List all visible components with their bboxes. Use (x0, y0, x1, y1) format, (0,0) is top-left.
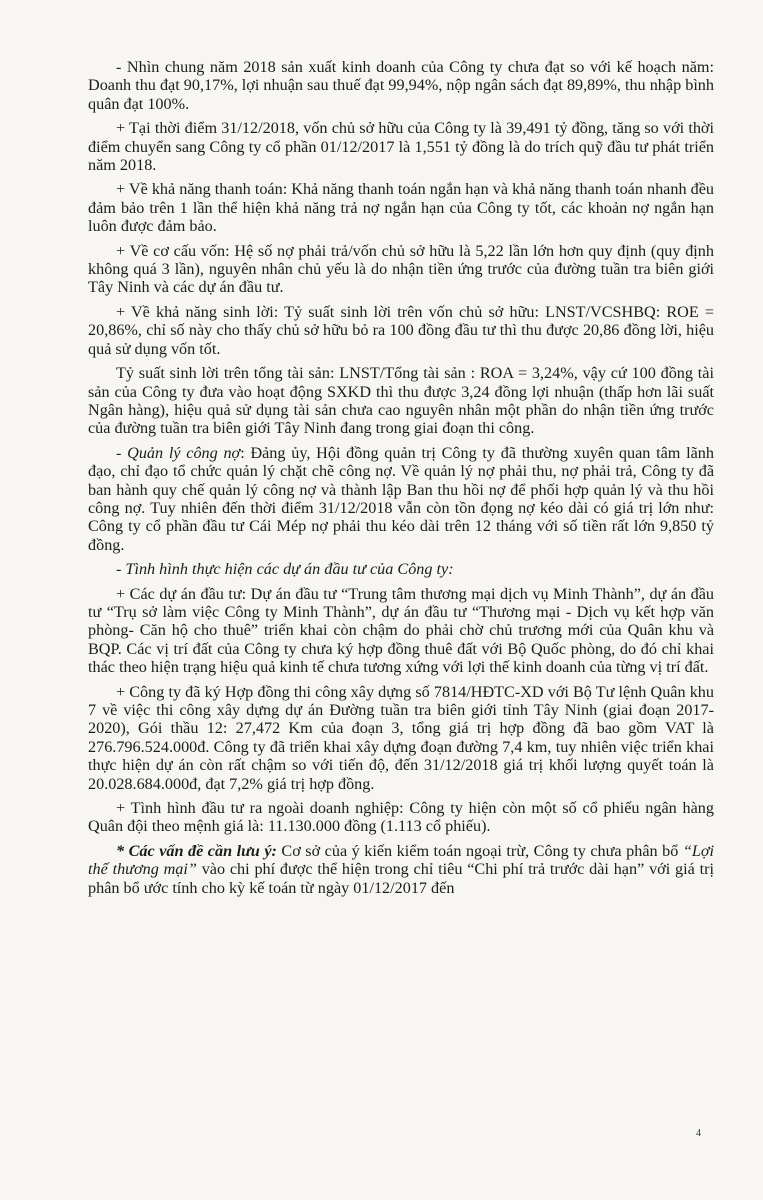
paragraph-construction-contract: + Công ty đã ký Hợp đồng thi công xây dựng số 7814/HĐTC-XD với Bộ Tư lệnh Quân khu 7 về việc thi công xây dựng dự án Đường tuần tra biên giới tỉnh Tây Ninh (giai đoạn 2017-2020), Gói thầu 12: 27,472 Km của đoạn 3, tổng giá trị hợp đồng đã bao gồm VAT là 276.796.524.000đ. Công ty đã triển khai xây dựng đoạn đường 7,4 km, tuy nhiên việc triển khai thực hiện dự án còn rất chậm so với tiến độ, đến 31/12/2018 giá trị khối lượng quyết toán là 20.028.684.000đ, đạt 7,2% giá trị hợp đồng. (88, 682, 714, 793)
paragraph-external-investment: + Tình hình đầu tư ra ngoài doanh nghiệp: Công ty hiện còn một số cổ phiếu ngân hàng Quân đội theo mệnh giá là: 11.130.000 đồng (1.113 cổ phiếu). (88, 799, 714, 836)
paragraph-projects-heading (88, 560, 714, 578)
page-number: 4 (696, 1128, 701, 1139)
heading-notes: * Các vấn đề cần lưu ý: (116, 841, 277, 860)
paragraph-roa: Tỷ suất sinh lời trên tổng tài sản: LNST/Tổng tài sản : ROA = 3,24%, vậy cứ 100 đồng tài sản của Công ty đưa vào hoạt động SXKD thì thu được 3,24 đồng lợi nhuận (thấp hơn lãi suất Ngân hàng), hiệu quả sử dụng tài sản chưa cao nguyên nhân một phần do nhận tiền ứng trước của đường tuần tra biên giới Tây Ninh đang trong giai đoạn thi công. (88, 364, 714, 438)
heading-projects: - Tình hình thực hiện các dự án đầu tư của Công ty: (116, 560, 454, 579)
paragraph-debt-management (88, 444, 714, 554)
notes-text: Cơ sở của ý kiến kiểm toán ngoại trừ, Công ty chưa phân bổ (276, 841, 683, 860)
paragraph-summary-2018: - Nhìn chung năm 2018 sản xuất kinh doanh của Công ty chưa đạt so với kế hoạch năm: Doanh thu đạt 90,17%, lợi nhuận sau thuế đạt 99,94%, nộp ngân sách đạt 89,89%, thu nhập bình quân đạt 100%. (88, 58, 714, 113)
paragraph-roe: + Về khả năng sinh lời: Tỷ suất sinh lời trên vốn chủ sở hữu: LNST/VCSHBQ: ROE = 20,86%, chỉ số này cho thấy chủ sở hữu bỏ ra 100 đồng đầu tư thì thu được 20,86 đồng lời, hiệu quả sử dụng vốn tốt. (88, 302, 714, 358)
paragraph-equity: + Tại thời điểm 31/12/2018, vốn chủ sở hữu của Công ty là 39,491 tỷ đồng, tăng so với thời điểm chuyển sang Công ty cổ phần 01/12/2017 là 1,551 tỷ đồng là do trích quỹ đầu tư phát triển năm 2018. (88, 119, 714, 175)
paragraph-liquidity: + Về khả năng thanh toán: Khả năng thanh toán ngắn hạn và khả năng thanh toán nhanh đều đảm bảo trên 1 lần thể hiện khả năng trả nợ ngắn hạn của Công ty tốt, các khoản nợ ngắn hạn luôn được đảm bảo. (88, 180, 714, 236)
paragraph-notes (88, 842, 714, 897)
notes-italic-term: “Lợi thế thương mại” (88, 841, 714, 879)
paragraph-investment-projects: + Các dự án đầu tư: Dự án đầu tư “Trung tâm thương mại dịch vụ Minh Thành”, dự án đầu tư “Trụ sở làm việc Công ty Minh Thành”, dự án đầu tư “Thương mại - Dịch vụ kết hợp văn phòng- Căn hộ cho thuê” triển khai còn chậm do phải chờ chủ trương mới của Quân khu và BQP. Các vị trí đất của Công ty chưa ký hợp đồng thuê đất với Bộ Quốc phòng, do đó chỉ khai thác theo hiện trạng hiệu quả kinh tế chưa tương xứng với lợi thế kinh doanh của từng vị trí đất. (88, 584, 714, 677)
heading-debt-management: - Quản lý công nợ (116, 443, 241, 462)
notes-text-continued: vào chi phí được thể hiện trong chỉ tiêu “Chi phí trả trước dài hạn” với giá trị phân bổ ước tính cho kỳ kế toán từ ngày 01/12/2017 đến (88, 860, 714, 897)
debt-management-text: : Đảng ủy, Hội đồng quản trị Công ty đã thường xuyên quan tâm lãnh đạo, chỉ đạo tổ chức quản lý chặt chẽ công nợ. Về quản lý nợ phải thu, nợ phải trả, Công ty đã ban hành quy chế quản lý công nợ và thành lập Ban thu hồi nợ để phối hợp quản lý và thu hồi công nợ. Tuy nhiên đến thời điểm 31/12/2018 vẫn còn tồn đọng nợ kéo dài có giá trị lớn như: Công ty cổ phần đầu tư Cái Mép nợ phải thu kéo dài trên 12 tháng với số tiền rất lớn 9,850 tỷ đồng. (88, 443, 714, 554)
paragraph-capital-structure: + Về cơ cấu vốn: Hệ số nợ phải trả/vốn chủ sở hữu là 5,22 lần lớn hơn quy định (quy định không quá 3 lần), nguyên nhân chủ yếu là do nhận tiền ứng trước của đường tuần tra biên giới Tây Ninh và các dự án đầu tư. (88, 241, 714, 297)
document-body (88, 58, 714, 903)
